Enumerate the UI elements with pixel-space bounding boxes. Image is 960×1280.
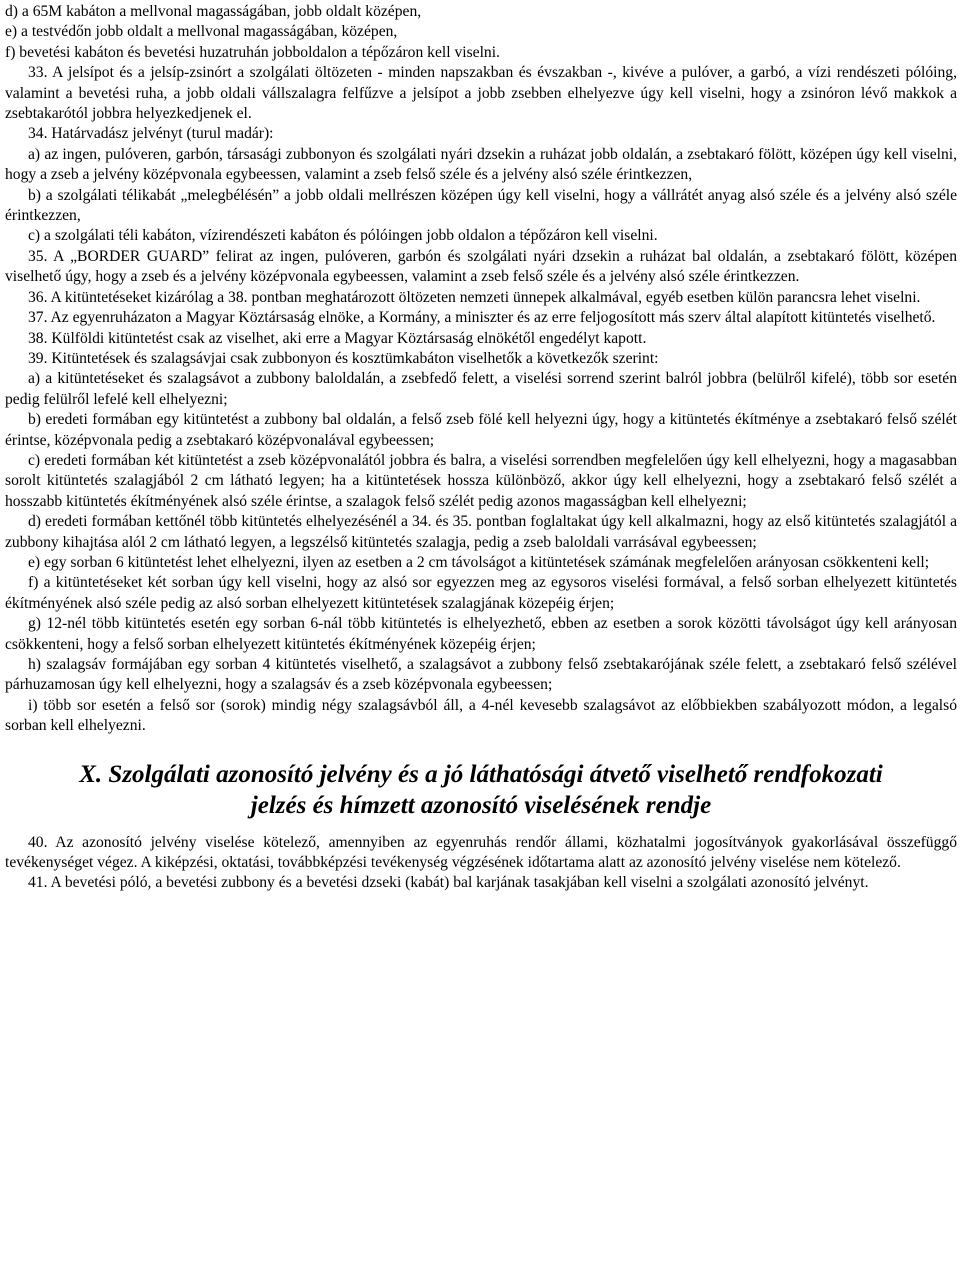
- paragraph-39-e: e) egy sorban 6 kitüntetést lehet elhelyezni, ilyen az esetben a 2 cm távolságot a kitüntetések számának megfelelően arányosan csökkenteni kell;: [28, 553, 930, 571]
- paragraph-39-c: c) eredeti formában két kitüntetést a zseb középvonalától jobbra és balra, a viselési sorrendben megfelelően úgy kell elhelyezni, hogy a magasabban sorolt kitüntetés szalagjából 2 cm látható legyen; ha a kitüntetések hossza különböző, akkor úgy kell elhelyezni, hogy a zsebtakaró felső szélét a hosszabb kitüntetés ékítményének alsó széle érintse, a szalagok felső szélét pedig azonos magasságban kell elhelyezni;: [5, 451, 957, 510]
- paragraph-34-b: b) a szolgálati télikabát „melegbélésén” a jobb oldali mellrészen középen úgy kell viselni, hogy a vállrátét anyag alsó széle és a jelvény alsó széle érintkezzen,: [5, 186, 957, 225]
- paragraph-36: 36. A kitüntetéseket kizárólag a 38. pontban meghatározott öltözeten nemzeti ünnepek alkalmával, egyéb esetben külön parancsra lehet viselni.: [28, 288, 921, 306]
- paragraph-35: 35. A „BORDER GUARD” felirat az ingen, pulóveren, garbón és szolgálati nyári dzsekin a ruházat bal oldalán, a zsebtakaró fölött, középen viselhető úgy, hogy a zseb és a jelvény középvonala egybeessen, valamint a zseb felső széle és a jelvény alsó széle érintkezzen.: [5, 247, 957, 286]
- paragraph-34-a: a) az ingen, pulóveren, garbón, társasági zubbonyon és szolgálati nyári dzsekin a ruházat jobb oldalán, a zsebtakaró fölött, középen úgy kell viselni, hogy a zseb a jelvény középvonala egybeessen, valamint a zseb felső széle és a jelvény alsó széle érintkezzen,: [5, 145, 957, 184]
- paragraph-37: 37. Az egyenruházaton a Magyar Köztársaság elnöke, a Kormány, a miniszter és az erre feljogosított más szerv által alapított kitüntetés viselhető.: [28, 309, 936, 327]
- section-heading-line-1: X. Szolgálati azonosító jelvény és a jó láthatósági átvető viselhető rendfokozati: [79, 760, 883, 788]
- paragraph-39-d: d) eredeti formában kettőnél több kitüntetés elhelyezésénél a 34. és 35. pontban foglaltakat úgy kell alkalmazni, hogy az első kitüntetés szalagjától a zubbony kihajtása alól 2 cm látható legyen, a legszélső kitüntetés szalagja, pedig a zseb baloldali varrásával egybeessen;: [5, 513, 957, 551]
- list-line-f: f) bevetési kabáton és bevetési huzatruhán jobboldalon a tépőzáron kell viselni.: [5, 43, 500, 61]
- paragraph-39-b: b) eredeti formában egy kitüntetést a zubbony bal oldalán, a felső zseb fölé kell helyezni úgy, hogy a kitüntetés ékítménye a zsebtakaró felső szélét érintse, középvonala pedig a zsebtakaró középvonalával egybeessen;: [5, 411, 957, 449]
- paragraph-39-h: h) szalagsáv formájában egy sorban 4 kitüntetés viselhető, a szalagsávot a zubbony felső zsebtakarójának széle felett, a zsebtakaró felső szélével párhuzamosan úgy kell elhelyezni, hogy a szalagsáv és a zseb középvonala egybeessen;: [5, 656, 957, 694]
- paragraph-34: 34. Határvadász jelvényt (turul madár):: [28, 125, 274, 143]
- section-heading-line-2: jelzés és hímzett azonosító viselésének rendje: [250, 791, 712, 819]
- paragraph-39-f: f) a kitüntetéseket két sorban úgy kell viselni, hogy az alsó sor egyezzen meg az egysoros viselési formával, a felső sorban elhelyezett kitüntetés ékítményének alsó széle pedig az alsó sorban elhelyezett kitüntetések szalagjának közepéig érjen;: [5, 574, 957, 612]
- paragraph-33: 33. A jelsípot és a jelsíp-zsinórt a szolgálati öltözeten - minden napszakban és évszakban -, kivéve a pulóver, a garbó, a vízi rendészeti pólóing, valamint a bevetési ruha, a jobb oldali vállszalagra felfűzve a jelsípot a jobb zsebben elhelyezve úgy kell viselni, hogy a zsinóron lévő makkok a zsebtakarótól jobbra helyezkedjenek el.: [5, 64, 957, 123]
- paragraph-39-a: a) a kitüntetéseket és szalagsávot a zubbony baloldalán, a zsebfedő felett, a viselési sorrend szerint balról jobbra (belülről kifelé), több sor esetén pedig felülről lefelé kell elhelyezni;: [5, 370, 957, 408]
- paragraph-38: 38. Külföldi kitüntetést csak az viselhet, aki erre a Magyar Köztársaság elnökétől engedélyt kapott.: [28, 329, 647, 347]
- list-line-d: d) a 65M kabáton a mellvonal magasságában, jobb oldalt középen,: [5, 3, 422, 20]
- document-page: [5, 2, 957, 894]
- paragraph-39-g: g) 12-nél több kitüntetés esetén egy sorban 6-nál több kitüntetés is elhelyezhető, ebben az esetben a sorok közötti távolságot úgy kell arányosan csökkenteni, hogy a felső sorban elhelyezett kitüntetés ékítményének közepéig érjen;: [5, 615, 957, 653]
- paragraph-39: 39. Kitüntetések és szalagsávjai csak zubbonyon és kosztümkabáton viselhetők a következők szerint:: [28, 349, 659, 367]
- paragraph-41: 41. A bevetési póló, a bevetési zubbony és a bevetési dzseki (kabát) bal karjának tasakjában kell viselni a szolgálati azonosító jelvényt.: [28, 874, 869, 892]
- paragraph-39-i: i) több sor esetén a felső sor (sorok) mindig négy szalagsávból áll, a 4-nél kevesebb szalagsávot az előbbiekben szabályozott módon, a legalsó sorban kell elhelyezni.: [5, 696, 957, 735]
- section-heading: [5, 759, 957, 821]
- paragraph-34-c: c) a szolgálati téli kabáton, vízirendészeti kabáton és pólóingen jobb oldalon a tépőzáron kell viselni.: [28, 227, 658, 245]
- paragraph-40: 40. Az azonosító jelvény viselése kötelező, amennyiben az egyenruhás rendőr állami, közhatalmi jogosítványok gyakorlásával összefüggő tevékenységet végez. A kiképzési, oktatási, továbbképzési tevékenység végzésének időtartama alatt az azonosító jelvény viselése nem kötelező.: [5, 833, 957, 872]
- list-line-e: e) a testvédőn jobb oldalt a mellvonal magasságában, középen,: [5, 23, 398, 41]
